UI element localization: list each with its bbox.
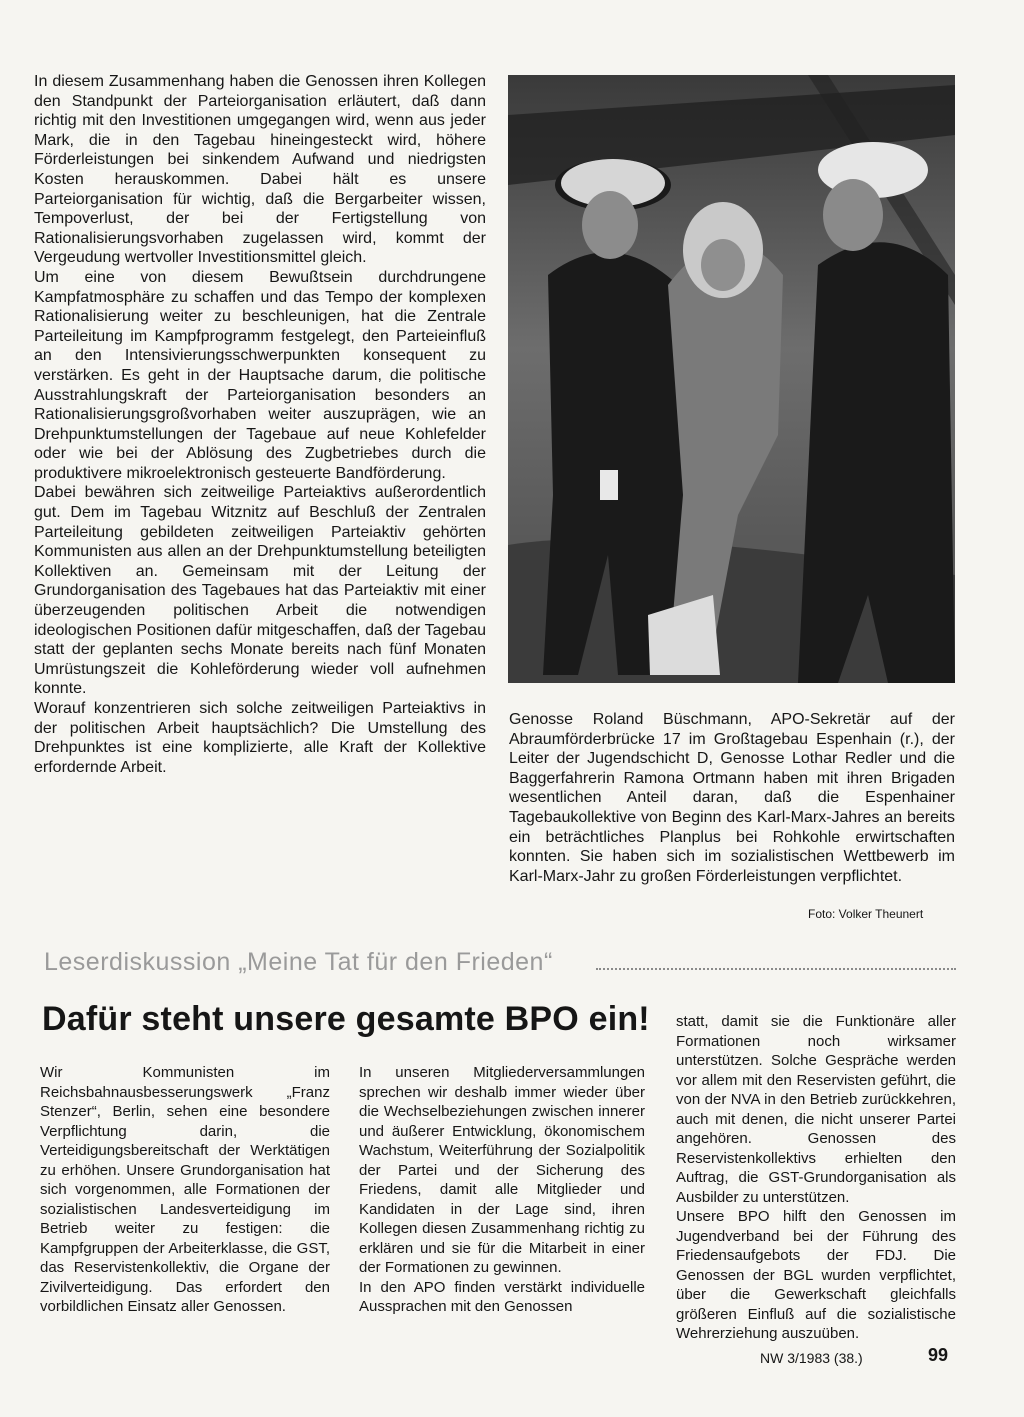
article-column-2: [359, 1063, 645, 1317]
section-label: Leserdiskussion „Meine Tat für den Frieden“: [44, 948, 553, 976]
photo-credit: Foto: Volker Theunert: [808, 907, 924, 921]
paragraph: Um eine von diesem Bewußtsein durchdrungene Kampfatmosphäre zu schaffen und das Tempo der komplexen Rationalisierung weiter zu beschleunigen, hat die Zentrale Parteileitung im Kampfprogramm festgelegt, den Parteieinfluß an den Intensivierungsschwerpunkten konsequent zu verstärken. Es geht in der Hauptsache darum, die politische Ausstrahlungskraft der Parteiorganisation besonders an Rationalisierungsgroßvorhaben weiter auszuprägen, wie an Drehpunktumstellungen der Tagebaue auf neue Kohlefelder oder wie bei der Ablösung des Zugbetriebes durch die produktivere mikroelektronisch gesteuerte Bandförderung.: [34, 268, 486, 482]
paragraph: In diesem Zusammenhang haben die Genossen ihren Kollegen den Standpunkt der Parteiorganisation erläutert, daß dann richtig mit den Investitionen umgegangen wird, wenn aus jeder Mark, die in den Tagebau hineingesteckt wird, höhere Förderleistungen bei sinkendem Aufwand und niedrigsten Kosten herauskommen. Dabei hält es unsere Parteiorganisation für wichtig, daß die Bergarbeiter wissen, Tempoverlust, der bei der Fertigstellung von Rationalisierungsvorhaben zugelassen wird, kommt der Vergeudung wertvoller Investitionsmittel gleich.: [34, 73, 486, 267]
page-number: 99: [928, 1345, 949, 1365]
photo-illustration: [508, 75, 955, 683]
paragraph: Wir Kommunisten im Reichsbahnausbesserungswerk „Franz Stenzer“, Berlin, sehen eine besondere Verpflichtung darin, die Verteidigungsbereitschaft der Werktätigen zu erhöhen. Unsere Grundorganisation hat sich vorgenommen, alle Formationen der sozialistischen Landesverteidigung im Betrieb weiter zu festigen: die Kampfgruppen der Arbeiterklasse, die GST, das Reservistenkollektiv, die Organe der Zivilverteidigung. Das erfordert den vorbildlichen Einsatz aller Genossen.: [40, 1064, 330, 1315]
caption-text: Genosse Roland Büschmann, APO-Sekretär auf der Abraumförderbrücke 17 im Großtagebau Espenhain (r.), der Leiter der Jugendschicht D, Genosse Lothar Redler und die Baggerfahrerin Ramona Ortmann haben mit ihren Brigaden wesentlichen Anteil daran, daß die Espenhainer Tagebaukollektive von Beginn des Karl-Marx-Jahres an bereits ein beträchtliches Planplus bei Rohkohle erwirtschaften konnten. Sie haben sich im sozialistischen Wettbewerb im Karl-Marx-Jahr zu großen Förderleistungen verpflichtet.: [509, 711, 955, 885]
article-column-3: [676, 1012, 956, 1344]
paragraph: In unseren Mitgliederversammlungen sprechen wir deshalb immer wieder über die Wechselbeziehungen zwischen innerer und äußerer Entwicklung, ökonomischem Wachstum, Weiterführung der Sozialpolitik der Partei und der Sicherung des Friedens, damit alle Mitglieder und Kandidaten in der Lage sind, ihren Kollegen diesen Zusammenhang richtig zu erklären und sie für die Mitarbeit in einer der Formationen zu gewinnen.: [359, 1064, 645, 1276]
article-top-text: [34, 72, 486, 777]
photo-three-miners: [508, 75, 955, 683]
photo-caption: [509, 710, 955, 886]
article-column-1: [40, 1063, 330, 1317]
paragraph: Worauf konzentrieren sich solche zeitweiligen Parteiaktivs in der politischen Arbeit hauptsächlich? Die Umstellung des Drehpunktes ist eine komplizierte, alle Kraft der Kollektive erfordernde Arbeit.: [34, 700, 486, 776]
article-headline: Dafür steht unsere gesamte BPO ein!: [42, 1000, 650, 1038]
paragraph: In den APO finden verstärkt individuelle Aussprachen mit den Genossen: [359, 1278, 645, 1315]
issue-footer: NW 3/1983 (38.): [760, 1350, 863, 1366]
paragraph: Unsere BPO hilft den Genossen im Jugendverband bei der Führung des Friedensaufgebots der FDJ. Die Genossen der BGL wurden verpflichtet, über die Gewerkschaft gleichfalls größeren Einfluß auf die sozialistische Wehrerziehung auszuüben.: [676, 1208, 956, 1342]
paragraph: statt, damit sie die Funktionäre aller Formationen noch wirksamer unterstützen. Solche Gespräche werden vor allem mit den Reservisten geführt, die von der NVA in den Betrieb zurückkehren, auch mit denen, die nicht unserer Partei angehören. Genossen des Reservistenkollektivs erhielten den Auftrag, die GST-Grundorganisation als Ausbilder zu unterstützen.: [676, 1013, 956, 1206]
section-divider: [596, 968, 956, 970]
paragraph: Dabei bewähren sich zeitweilige Parteiaktivs außerordentlich gut. Dem im Tagebau Witznitz auf Beschluß der Zentralen Parteileitung gebildeten zeitweiligen Parteiaktiv gehörten Kommunisten aus allen an der Drehpunktumstellung beteiligten Kollektiven an. Gemeinsam mit der Leitung der Grundorganisation des Tagebaues hat das Parteiaktiv mit einer überzeugenden politischen Arbeit die notwendigen ideologischen Positionen dafür mitgeschaffen, daß der Tagebau statt der geplanten sechs Monate bereits nach fünf Monaten Umrüstungszeit die Kohleförderung wieder voll aufnehmen konnte.: [34, 484, 486, 698]
